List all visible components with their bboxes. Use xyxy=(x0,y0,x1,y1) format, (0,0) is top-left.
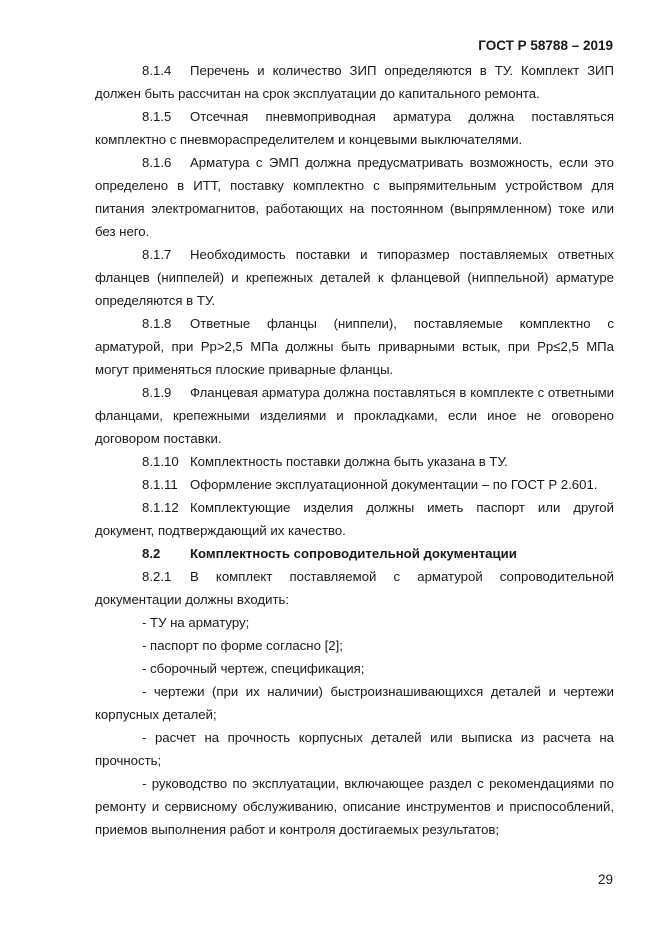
paragraph-text: Необходимость поставки и типоразмер поставляемых ответных фланцев (ниппелей) и крепежных деталей к фланцевой (ниппельной) арматуре определяются в ТУ. xyxy=(95,247,614,308)
paragraph-text: Отсечная пневмоприводная арматура должна поставляться комплектно с пневмораспределителем и концевыми выключателями. xyxy=(95,109,614,147)
paragraph-number: 8.1.4 xyxy=(142,63,172,78)
paragraph-text: Комплектующие изделия должны иметь паспорт или другой документ, подтверждающий их качество. xyxy=(95,500,614,538)
paragraph-text: Фланцевая арматура должна поставляться в комплекте с ответными фланцами, крепежными изделиями и прокладками, если иное не оговорено договором поставки. xyxy=(95,385,614,446)
paragraph-number: 8.1.10 xyxy=(142,454,179,469)
paragraph-text: В комплект поставляемой с арматурой сопроводительной документации должны входить: xyxy=(95,569,614,607)
list-item: - чертежи (при их наличии) быстроизнашивающихся деталей и чертежи корпусных деталей; xyxy=(95,684,614,722)
paragraph-number: 8.1.12 xyxy=(142,500,179,515)
paragraph-number: 8.2.1 xyxy=(142,569,172,584)
paragraph-text: Перечень и количество ЗИП определяются в ТУ. Комплект ЗИП должен быть рассчитан на срок эксплуатации до капитального ремонта. xyxy=(95,63,614,101)
section-title: Комплектность сопроводительной документации xyxy=(190,546,517,561)
list-item: - ТУ на арматуру; xyxy=(142,615,250,630)
paragraph-number: 8.1.8 xyxy=(142,316,172,331)
paragraph-text: Арматура с ЭМП должна предусматривать возможность, если это определено в ИТТ, поставку комплектно с выпрямительным устройством для питания электромагнитов, работающих на постоянном (выпрямленном) токе или без него. xyxy=(95,155,614,239)
paragraph-number: 8.1.7 xyxy=(142,247,172,262)
paragraph-text: Оформление эксплуатационной документации – по ГОСТ Р 2.601. xyxy=(190,477,598,492)
paragraph-number: 8.1.5 xyxy=(142,109,172,124)
body-text xyxy=(95,59,614,841)
section-number: 8.2 xyxy=(142,546,161,561)
paragraph-8-1-5 xyxy=(95,105,614,151)
list-item: - руководство по эксплуатации, включающее раздел с рекомендациями по ремонту и сервисному обслуживанию, описание инструментов и приспособлений, приемов выполнения работ и контроля достигаемых результатов; xyxy=(95,776,614,837)
paragraph-text: Комплектность поставки должна быть указана в ТУ. xyxy=(190,454,508,469)
paragraph-8-1-4 xyxy=(95,59,614,105)
paragraph-8-1-9 xyxy=(95,381,614,450)
paragraph-number: 8.1.11 xyxy=(142,477,178,492)
page-number: 29 xyxy=(597,872,613,887)
paragraph-8-2-1 xyxy=(95,565,614,611)
paragraph-8-1-12 xyxy=(95,496,614,542)
paragraph-number: 8.1.6 xyxy=(142,155,172,170)
section-heading-8-2 xyxy=(95,542,614,565)
paragraph-number: 8.1.9 xyxy=(142,385,172,400)
list-item: - паспорт по форме согласно [2]; xyxy=(142,638,343,653)
list-item: - расчет на прочность корпусных деталей или выписка из расчета на прочность; xyxy=(95,730,614,768)
paragraph-8-1-6 xyxy=(95,151,614,243)
paragraph-8-1-7 xyxy=(95,243,614,312)
paragraph-8-1-8 xyxy=(95,312,614,381)
paragraph-8-1-10 xyxy=(95,450,614,473)
document-id: ГОСТ Р 58788 – 2019 xyxy=(478,38,613,53)
paragraph-text: Ответные фланцы (ниппели), поставляемые комплектно с арматурой, при Рр>2,5 МПа должны быть приварными встык, при Рр≤2,5 МПа могут применяться плоские приварные фланцы. xyxy=(95,316,614,377)
list-item: - сборочный чертеж, спецификация; xyxy=(142,661,365,676)
paragraph-8-1-11 xyxy=(95,473,614,496)
